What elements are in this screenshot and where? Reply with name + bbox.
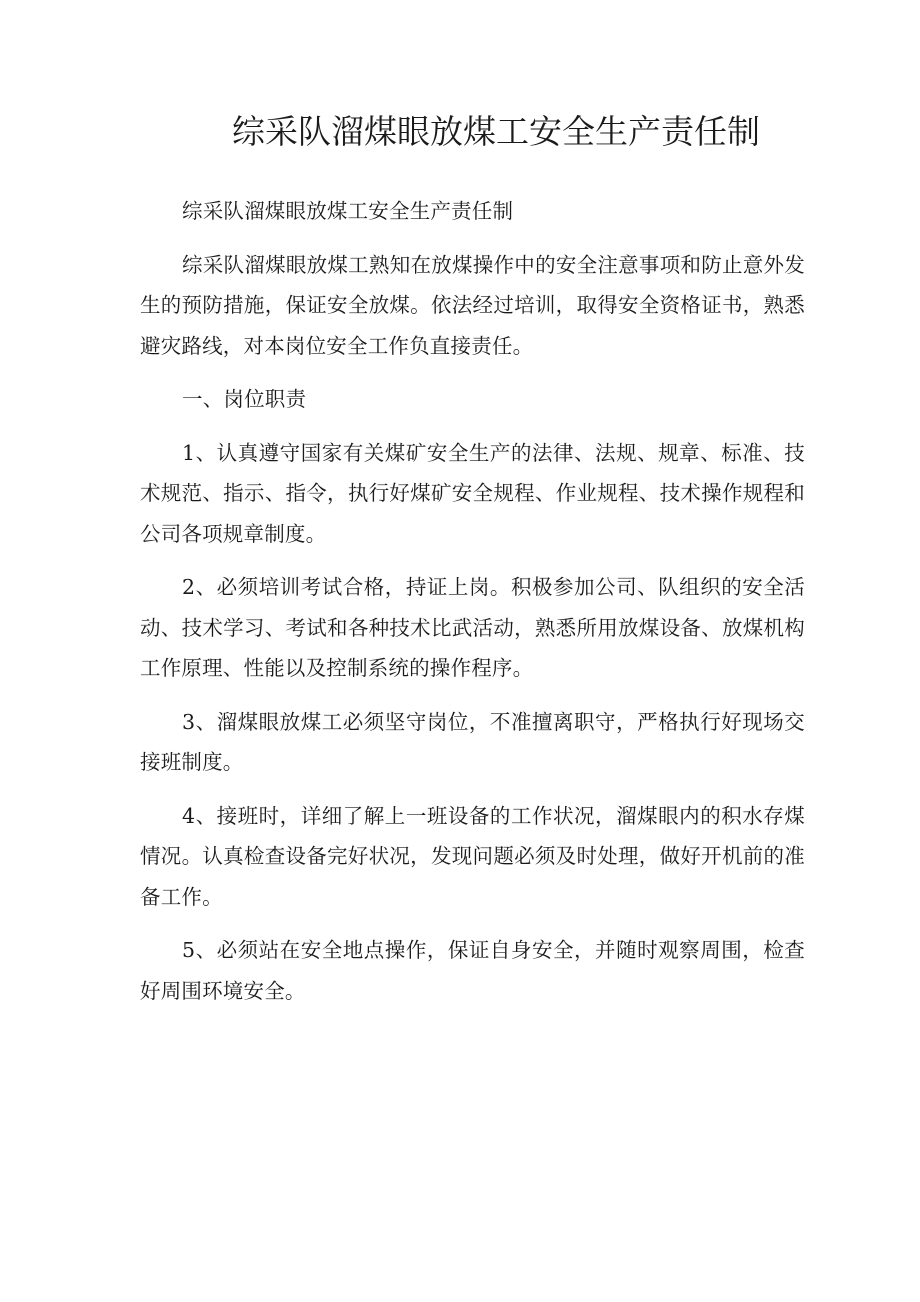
duty-item-2: 2、必须培训考试合格，持证上岗。积极参加公司、队组织的安全活动、技术学习、考试和各种技术比武活动，熟悉所用放煤设备、放煤机构工作原理、性能以及控制系统的操作程序。 (140, 575, 805, 680)
duty-item-3: 3、溜煤眼放煤工必须坚守岗位，不准擅离职守，严格执行好现场交接班制度。 (140, 709, 805, 774)
duty-item-4: 4、接班时，详细了解上一班设备的工作状况，溜煤眼内的积水存煤情况。认真检查设备完好状况，发现问题必须及时处理，做好开机前的准备工作。 (140, 803, 805, 909)
document-body (140, 191, 805, 1024)
section-heading-duties: 一、岗位职责 (182, 387, 307, 411)
paragraph-intro: 综采队溜煤眼放煤工熟知在放煤操作中的安全注意事项和防止意外发生的预防措施，保证安全放煤。依法经过培训，取得安全资格证书，熟悉避灾路线，对本岗位安全工作负直接责任。 (140, 252, 805, 358)
duty-item-1: 1、认真遵守国家有关煤矿安全生产的法律、法规、规章、标准、技术规范、指示、指令，执行好煤矿安全规程、作业规程、技术操作规程和公司各项规章制度。 (140, 440, 805, 546)
document-title: 综采队溜煤眼放煤工安全生产责任制 (232, 112, 760, 151)
paragraph-subtitle: 综采队溜煤眼放煤工安全生产责任制 (182, 199, 514, 223)
duty-item-5: 5、必须站在安全地点操作，保证自身安全，并随时观察周围，检查好周围环境安全。 (140, 938, 805, 1003)
